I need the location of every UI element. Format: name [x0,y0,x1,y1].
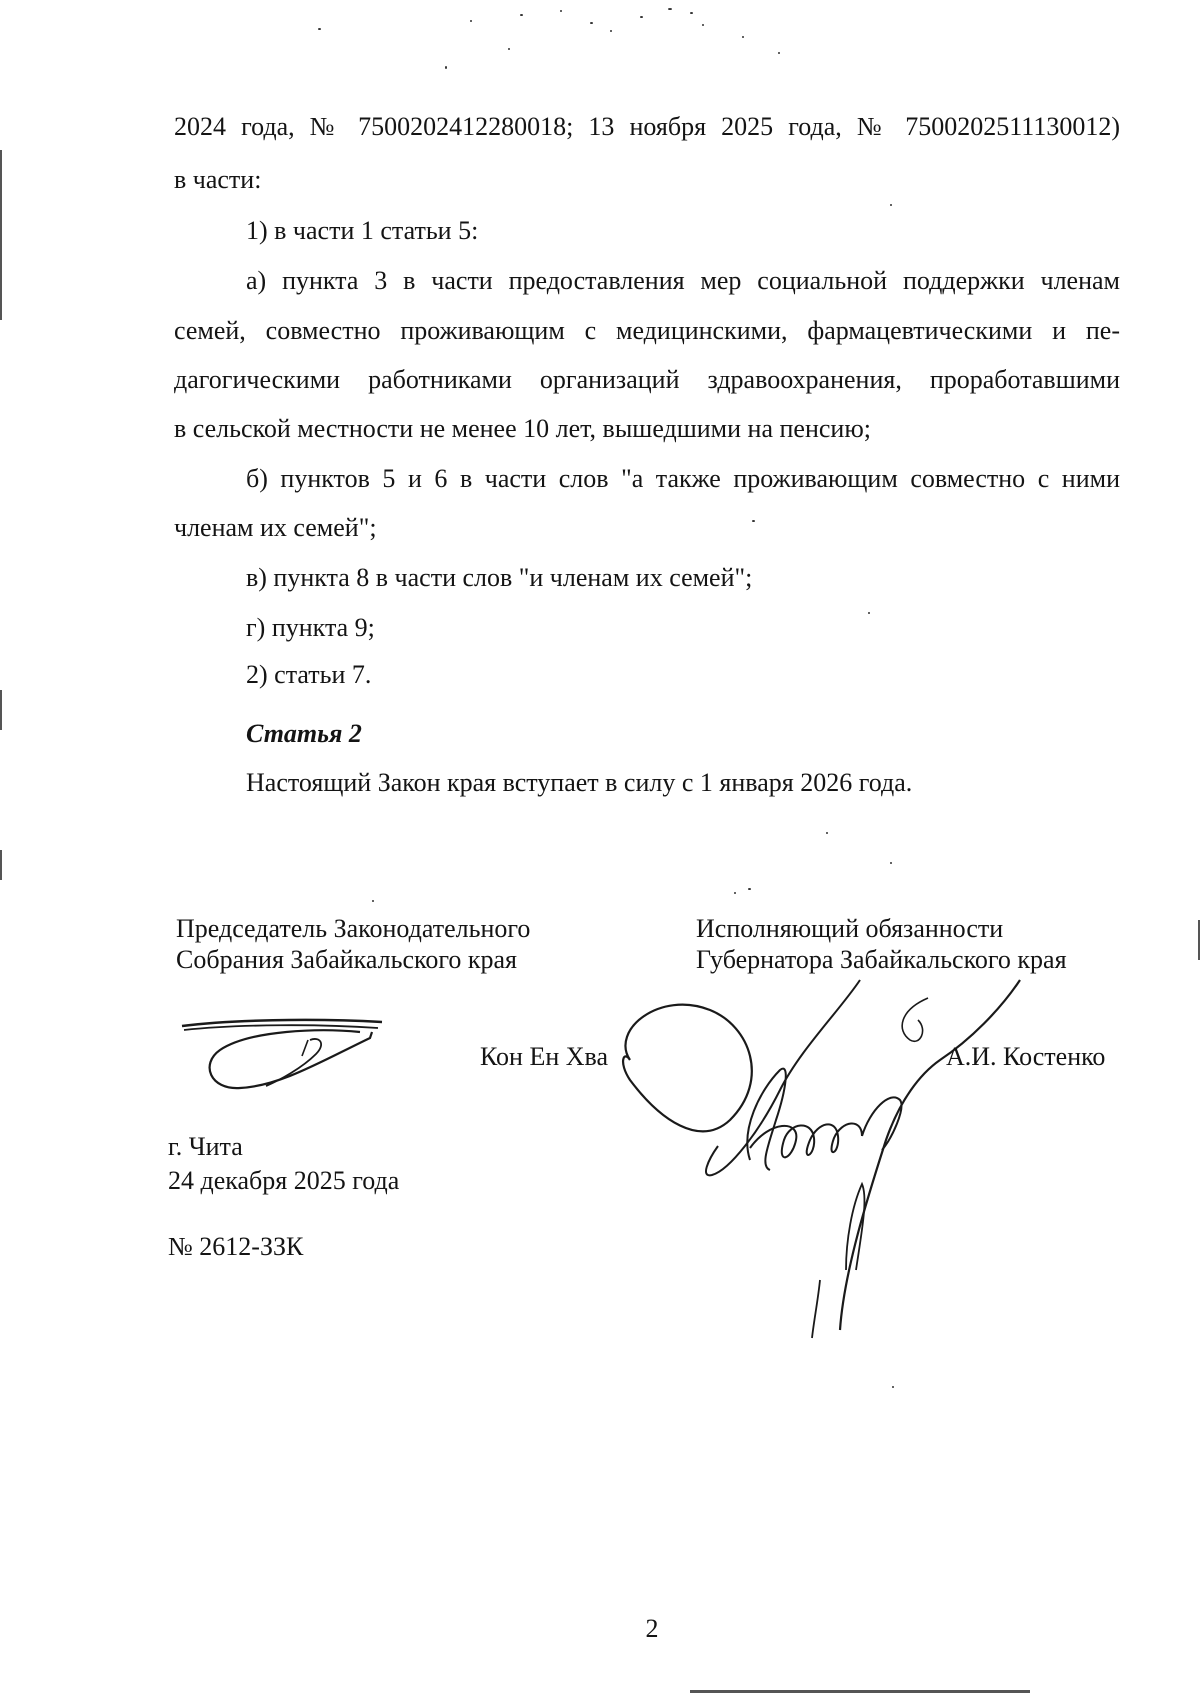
list-item-1a-line-2: семей, совместно проживающим с медицинскими, фармацевтическими и пе- [174,316,1120,345]
list-item-1b-line-2: членам их семей"; [174,513,377,542]
article-heading: Статья 2 [246,719,362,748]
page-number: 2 [645,1614,659,1643]
document-place: г. Чита [168,1132,243,1161]
left-signatory-name: Кон Ен Хва [480,1042,609,1071]
list-item-1a-line-4: в сельской местности не менее 10 лет, вышедшими на пенсию; [174,414,871,443]
article-text: Настоящий Закон края вступает в силу с 1 января 2026 года. [246,768,913,797]
body-line-2: в части: [174,165,262,194]
list-item-1a-line-3: дагогическими работниками организаций здравоохранения, проработавшими [174,365,1120,394]
list-item-1b-line-1: б) пунктов 5 и 6 в части слов "а также проживающим совместно с ними [246,464,1120,493]
document-number: № 2612-ЗЗК [168,1232,304,1261]
document-date: 24 декабря 2025 года [168,1166,400,1195]
right-signatory-name: А.И. Костенко [946,1042,1106,1071]
list-item-2: 2) статьи 7. [246,660,372,689]
right-handwritten-signature [600,970,1080,1350]
list-item-1a-line-1: а) пункта 3 в части предоставления мер социальной поддержки членам [246,266,1120,295]
left-signatory-title-line-1: Председатель Законодательного [176,914,531,943]
body-line-1: 2024 года, № 7500202412280018; 13 ноября 2025 года, № 7500202511130012) [174,112,1120,141]
list-item-1: 1) в части 1 статьи 5: [246,216,479,245]
left-handwritten-signature [170,1010,390,1110]
list-item-1g: г) пункта 9; [246,613,375,642]
right-signatory-title-line-2: Губернатора Забайкальского края [696,945,1067,974]
left-signatory-title-line-2: Собрания Забайкальского края [176,945,517,974]
right-signatory-title-line-1: Исполняющий обязанности [696,914,1004,943]
list-item-1v: в) пункта 8 в части слов "и членам их семей"; [246,563,753,592]
